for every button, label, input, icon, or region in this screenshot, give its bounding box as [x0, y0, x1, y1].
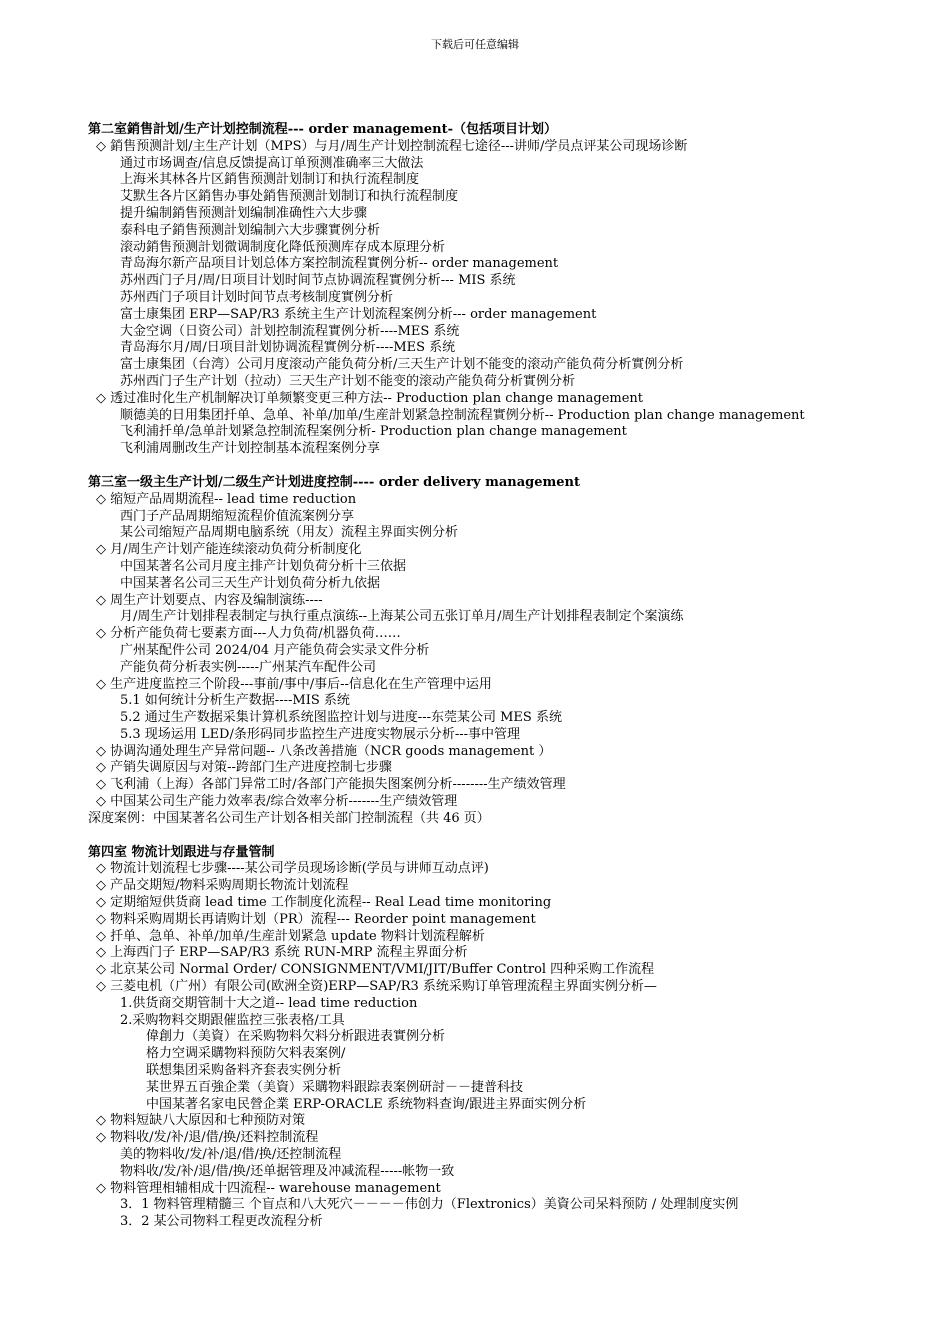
- sub-item: 青岛海尔新产品项目计划总体方案控制流程實例分析-- order management: [120, 256, 559, 272]
- bullet-item: ◇ 上海西门子 ERP—SAP/R3 系统 RUN-MRP 流程主界面分析: [96, 945, 468, 961]
- sub-item: 苏州西门子生产计划（拉动）三天生产计划不能变的滚动产能负荷分析實例分析: [120, 373, 576, 389]
- section-heading: 第四室 物流计划跟进与存量管制: [88, 844, 275, 860]
- bullet-item: ◇ 物料采购周期长再请购计划（PR）流程--- Reorder point management: [96, 911, 536, 927]
- bullet-item: ◇ 定期缩短供货商 lead time 工作制度化流程-- Real Lead time monitoring: [96, 895, 552, 911]
- spacer: [88, 828, 878, 845]
- bullet-item: ◇ 物流计划流程七步骤----某公司学员现场诊断(学员与讲师互动点评): [96, 861, 489, 877]
- bullet-item: ◇ 物料管理相辅相成十四流程-- warehouse management: [96, 1180, 441, 1196]
- bullet-item: ◇ 产销失调原因与对策--跨部门生产进度控制七步骤: [96, 760, 392, 776]
- bullet-item: ◇ 中国某公司生产能力效率表/综合效率分析-------生产绩效管理: [96, 794, 458, 810]
- bullet-item: ◇ 周生产计划要点、内容及编制演练----: [96, 592, 323, 608]
- sub-item: 广州某配件公司 2024/04 月产能负荷会实录文件分析: [120, 642, 430, 658]
- sub-item: 飞利浦周删改生产计划控制基本流程案例分享: [120, 441, 381, 457]
- sub-item: 1.供货商交期管制十大之道-- lead time reduction: [120, 995, 418, 1011]
- sub-sub-item: 格力空调采購物料预防欠料表案例/: [146, 1046, 346, 1062]
- bullet-item: ◇ 三菱电机（广州）有限公司(欧洲全资)ERP—SAP/R3 系统采购订单管理流程主界面实例分析—: [96, 979, 657, 995]
- bullet-item: ◇ 物料收/发/补/退/借/换/还料控制流程: [96, 1130, 319, 1146]
- bullet-item: ◇ 銷售预测計划/主生产计划（MPS）与月/周生产计划控制流程七途径---讲师/学员点评某公司现场诊断: [96, 138, 688, 154]
- wrapped-item: 顺德美的日用集团扦单、急单、补单/加单/生産計划紧急控制流程實例分析-- Production plan change management: [120, 407, 805, 423]
- bullet-item: ◇ 扦单、急单、补单/加单/生産計划紧急 update 物料计划流程解析: [96, 928, 485, 944]
- bullet-item: ◇ 飞利浦（上海）各部门异常工时/各部门产能损失图案例分析--------生产绩效管理: [96, 777, 566, 793]
- sub-item: 青岛海尔月/周/日项目計划协调流程實例分析----MES 系统: [120, 340, 456, 356]
- sub-item: 富士康集团（台湾）公司月度滚动产能负荷分析/三天生产计划不能变的滚动产能负荷分析實例分析: [120, 357, 684, 373]
- sub-item: 飞利浦扦单/急单計划紧急控制流程案例分析- Production plan change management: [120, 424, 627, 440]
- sub-item: 2.采购物料交期跟催监控三张表格/工具: [120, 1012, 345, 1028]
- spacer: [88, 458, 878, 475]
- sub-item: 富士康集团 ERP—SAP/R3 系统主生产计划流程案例分析--- order management: [120, 306, 597, 322]
- sub-item: 西门子产品周期缩短流程价值流案例分享: [120, 508, 355, 524]
- bullet-item: ◇ 生产进度监控三个阶段---事前/事中/事后--信息化在生产管理中运用: [96, 676, 492, 692]
- sub-item: 物料收/发/补/退/借/换/还单据管理及冲减流程-----帐物一致: [120, 1163, 455, 1179]
- sub-item: 上海米其林各片区銷售预测計划制订和执行流程制度: [120, 172, 420, 188]
- bullet-item: ◇ 缩短产品周期流程-- lead time reduction: [96, 491, 357, 507]
- bullet-item: ◇ 透过准时化生产机制解决订单频繁变更三种方法-- Production plan change management: [96, 390, 644, 406]
- sub-sub-item: 中国某著名家电民營企業 ERP-ORACLE 系统物料查询/跟进主界面实例分析: [146, 1096, 587, 1112]
- section-heading: 第三室一级主生产计划/二级生产计划进度控制---- order delivery management: [88, 474, 581, 490]
- sub-item: 中国某著名公司三天生产计划负荷分析九依据: [120, 575, 381, 591]
- sub-item: 3．2 某公司物料工程更改流程分析: [120, 1214, 323, 1230]
- sub-item: 月/周生产计划排程表制定与执行重点演练--上海某公司五张订单月/周生产计划排程表制定个案演练: [120, 609, 684, 625]
- sub-item: 苏州西门子项目计划时间节点考核制度實例分析: [120, 289, 394, 305]
- sub-item: 产能负荷分析表实例-----广州某汽车配件公司: [120, 659, 376, 675]
- sub-item: 中国某著名公司月度主排产计划负荷分析十三依据: [120, 558, 407, 574]
- sub-item: 大金空调（日资公司）計划控制流程實例分析----MES 系统: [120, 323, 460, 339]
- document-body: [88, 122, 878, 1231]
- sub-item: 5.3 现场运用 LED/条形码同步监控生产进度实物展示分析---事中管理: [120, 726, 521, 742]
- sub-item: 艾默生各片区銷售办事处銷售预测計划制订和执行流程制度: [120, 189, 459, 205]
- page-header: 下载后可任意编辑: [431, 38, 519, 51]
- sub-item: 通过市场调查/信息反馈提高订单预测准确率三大做法: [120, 155, 424, 171]
- bullet-item: ◇ 物料短缺八大原因和七种预防对策: [96, 1113, 306, 1129]
- sub-item: 滚动銷售预测計划微调制度化降低预测库存成本原理分析: [120, 239, 446, 255]
- sub-item: 泰科电子銷售预测計划编制六大步骤實例分析: [120, 222, 381, 238]
- sub-sub-item: 某世界五百強企業（美資）采購物料跟踪表案例研討－－捷普科技: [146, 1079, 524, 1095]
- bullet-item: ◇ 协调沟通处理生产异常问题-- 八条改善措施（NCR goods management ）: [96, 743, 552, 759]
- section-heading: 第二室銷售計划/生产计划控制流程--- order management-（包括项目计划）: [88, 122, 558, 137]
- bullet-item: ◇ 北京某公司 Normal Order/ CONSIGNMENT/VMI/JIT/Buffer Control 四种采购工作流程: [96, 962, 655, 978]
- sub-sub-item: 偉創力（美資）在采购物料欠料分析跟进表實例分析: [146, 1029, 446, 1045]
- sub-item: 苏州西门子月/周/日项目计划时间节点协调流程實例分析--- MIS 系统: [120, 273, 516, 289]
- sub-item: 5.1 如何统计分析生产数据----MIS 系统: [120, 693, 350, 709]
- bullet-item: ◇ 分析产能负荷七要素方面---人力负荷/机器负荷……: [96, 626, 401, 642]
- sub-item: 提升编制銷售预测計划编制准确性六大步骤: [120, 205, 368, 221]
- bullet-item: ◇ 月/周生产计划产能连续滚动负荷分析制度化: [96, 542, 362, 558]
- sub-sub-item: 联想集团采购备料齐套表实例分析: [146, 1063, 342, 1079]
- wrapped-item: 3．1 物料管理精髓三 个盲点和八大死穴－－－－伟创力（Flextronics）美資公司呆料预防 / 处理制度实例: [120, 1197, 739, 1213]
- sub-item: 某公司缩短产品周期电脑系统（用友）流程主界面实例分析: [120, 525, 459, 541]
- case-note: 深度案例：中国某著名公司生产计划各相关部门控制流程（共 46 页）: [88, 810, 490, 826]
- sub-item: 美的物料收/发/补/退/借/换/还控制流程: [120, 1147, 342, 1163]
- sub-item: 5.2 通过生产数据采集计算机系统图监控计划与进度---东莞某公司 MES 系统: [120, 710, 562, 726]
- bullet-item: ◇ 产品交期短/物料采购周期长物流计划流程: [96, 878, 349, 894]
